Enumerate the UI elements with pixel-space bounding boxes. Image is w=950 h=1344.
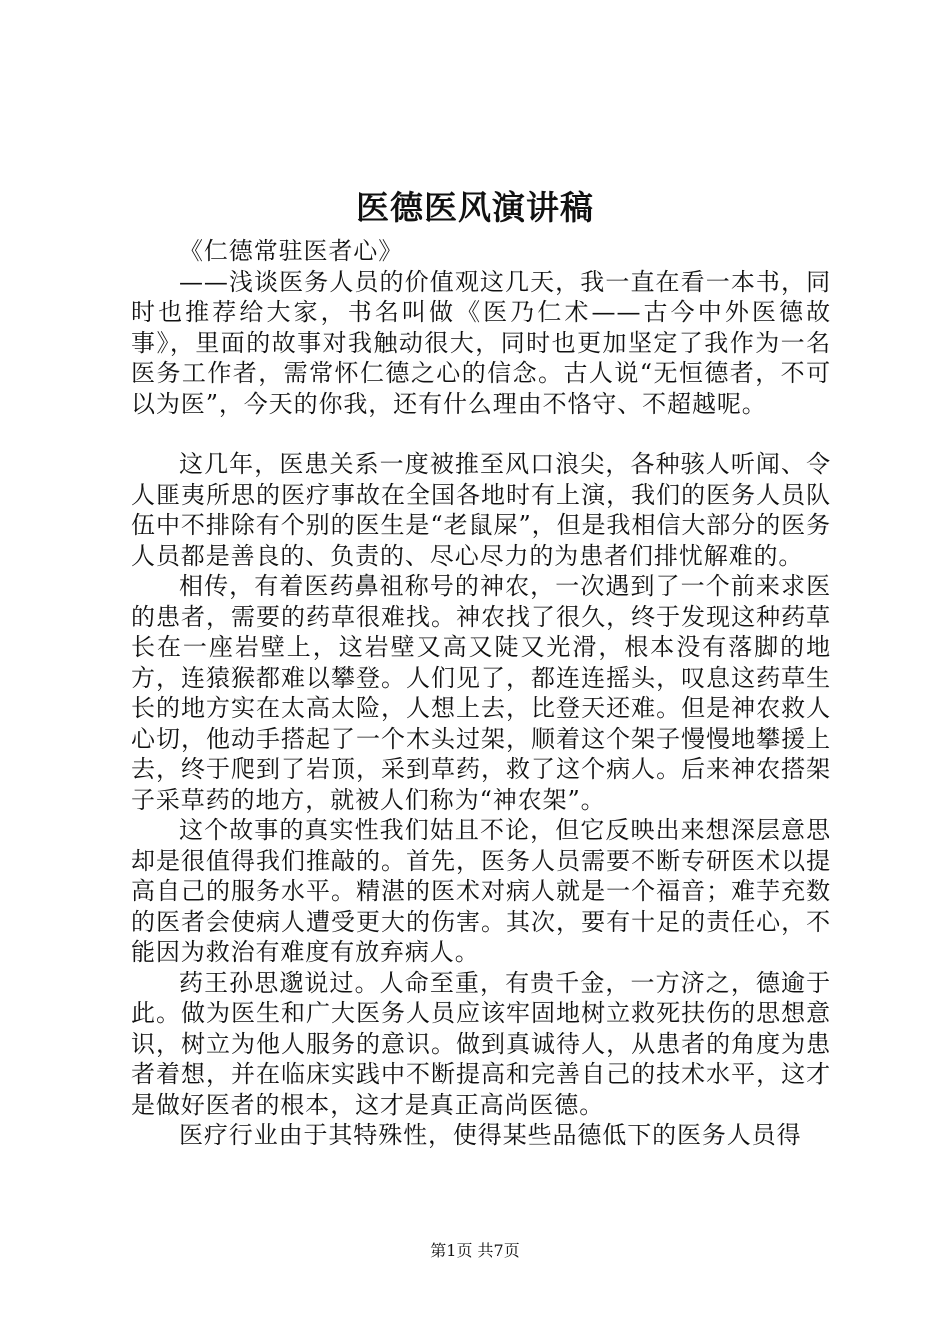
- paragraph: 医疗行业由于其特殊性，使得某些品德低下的医务人员得: [179, 1121, 802, 1149]
- document-body: [131, 236, 831, 1151]
- paragraph: 相传，有着医药鼻祖称号的神农，一次遇到了一个前来求医的患者，需要的药草很难找。神农找了很久，终于发现这种药草长在一座岩壁上，这岩壁又高又陡又光滑，根本没有落脚的地方，连猿猴都难以攀登。人们见了，都连连摇头，叹息这药草生长的地方实在太高太险，人想上去，比登天还难。但是神农救人心切，他动手搭起了一个木头过架，顺着这个架子慢慢地攀援上去，终于爬到了岩顶，采到草药，救了这个病人。后来神农搭架子采草药的地方，就被人们称为“神农架”。: [131, 572, 831, 814]
- paragraph: 这个故事的真实性我们姑且不论，但它反映出来想深层意思却是很值得我们推敲的。首先，医务人员需要不断专研医术以提高自己的服务水平。精湛的医术对病人就是一个福音；难芋充数的医者会使病人遭受更大的伤害。其次，要有十足的责任心，不能因为救治有难度有放弃病人。: [131, 816, 831, 966]
- page-number-footer: 第1页 共7页: [430, 1241, 520, 1260]
- document-title: 医德医风演讲稿: [356, 188, 594, 227]
- paragraph: ——浅谈医务人员的价值观这几天，我一直在看一本书，同时也推荐给大家，书名叫做《医乃仁术——古今中外医德故事》，里面的故事对我触动很大，同时也更加坚定了我作为一名医务工作者，需常怀仁德之心的信念。古人说“无恒德者，不可以为医”，今天的你我，还有什么理由不恪守、不超越呢。: [131, 267, 831, 418]
- paragraph: 这几年，医患关系一度被推至风口浪尖，各种骇人听闻、令人匪夷所思的医疗事故在全国各地时有上演，我们的医务人员队伍中不排除有个别的医生是“老鼠屎”，但是我相信大部分的医务人员都是善良的、负责的、尽心尽力的为患者们排忧解难的。: [131, 450, 831, 570]
- paragraph: 药王孙思邈说过。人命至重，有贵千金，一方济之，德逾于此。做为医生和广大医务人员应该牢固地树立救死扶伤的思想意识，树立为他人服务的意识。做到真诚待人，从患者的角度为患者着想，并在临床实践中不断提高和完善自己的技术水平，这才是做好医者的根本，这才是真正高尚医德。: [131, 968, 831, 1119]
- paragraph-subtitle: 《仁德常驻医者心》: [179, 237, 404, 265]
